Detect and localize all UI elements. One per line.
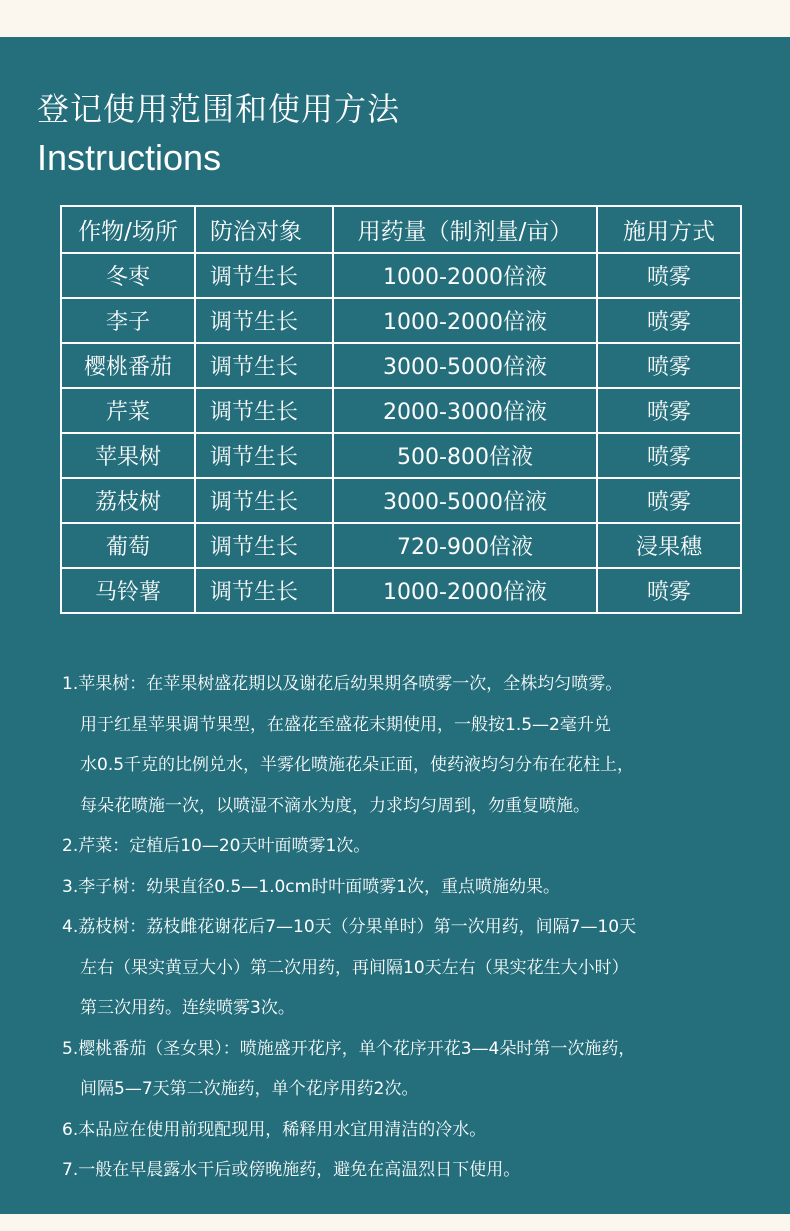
note-line: 1.苹果树：在苹果树盛花期以及谢花后幼果期各喷雾一次，全株均匀喷雾。 — [62, 674, 623, 694]
target-cell: 调节生长 — [195, 523, 333, 568]
target-cell: 调节生长 — [195, 478, 333, 523]
note-line: 6.本品应在使用前现配现用，稀释用水宜用清洁的冷水。 — [62, 1119, 487, 1140]
method-cell: 喷雾 — [597, 343, 741, 388]
note-plum-tree — [62, 867, 752, 908]
header-method: 施用方式 — [597, 206, 741, 253]
method-cell: 喷雾 — [597, 568, 741, 613]
method-cell: 喷雾 — [597, 253, 741, 298]
note-celery — [62, 826, 752, 867]
usage-notes — [62, 664, 752, 1191]
dosage-cell: 2000-3000倍液 — [333, 388, 597, 433]
note-timing — [62, 1150, 752, 1191]
header-crop: 作物/场所 — [61, 206, 195, 253]
dosage-cell: 720-900倍液 — [333, 523, 597, 568]
note-line: 4.荔枝树：荔枝雌花谢花后7—10天（分果单时）第一次用药，间隔7—10天 — [62, 917, 637, 937]
target-cell: 调节生长 — [195, 388, 333, 433]
note-line: 间隔5—7天第二次施药，单个花序用药2次。 — [80, 1079, 419, 1099]
note-cherry-tomato — [62, 1029, 752, 1110]
page-title-english: Instructions — [37, 137, 222, 178]
table-row — [61, 478, 741, 523]
instructions-panel — [0, 37, 790, 1214]
table-row — [61, 388, 741, 433]
target-cell: 调节生长 — [195, 253, 333, 298]
note-apple-tree — [62, 664, 752, 826]
target-cell: 调节生长 — [195, 298, 333, 343]
method-cell: 喷雾 — [597, 478, 741, 523]
dosage-cell: 3000-5000倍液 — [333, 343, 597, 388]
page-title-chinese: 登记使用范围和使用方法 — [37, 90, 401, 128]
note-line: 7.一般在早晨露水干后或傍晚施药，避免在高温烈日下使用。 — [62, 1160, 521, 1180]
table-row — [61, 523, 741, 568]
note-line: 2.芹菜：定植后10—20天叶面喷雾1次。 — [62, 836, 371, 856]
table-row — [61, 253, 741, 298]
header-target: 防治对象 — [195, 206, 333, 253]
note-line: 水0.5千克的比例兑水，半雾化喷施花朵正面，使药液均匀分布在花柱上， — [80, 755, 635, 775]
method-cell: 喷雾 — [597, 433, 741, 478]
note-line: 3.李子树：幼果直径0.5—1.0cm时叶面喷雾1次，重点喷施幼果。 — [62, 876, 561, 897]
crop-cell: 芹菜 — [61, 388, 195, 433]
method-cell: 浸果穗 — [597, 523, 741, 568]
crop-cell: 荔枝树 — [61, 478, 195, 523]
crop-cell: 苹果树 — [61, 433, 195, 478]
table-row — [61, 568, 741, 613]
usage-table — [60, 205, 742, 614]
note-line: 第三次用药。连续喷雾3次。 — [80, 998, 295, 1018]
note-preparation — [62, 1110, 752, 1151]
table-row — [61, 298, 741, 343]
crop-cell: 马铃薯 — [61, 568, 195, 613]
note-line: 5.樱桃番茄（圣女果）：喷施盛开花序，单个花序开花3—4朵时第一次施药， — [62, 1038, 636, 1059]
note-line: 左右（果实黄豆大小）第二次用药，再间隔10天左右（果实花生大小时） — [80, 957, 629, 978]
method-cell: 喷雾 — [597, 388, 741, 433]
crop-cell: 李子 — [61, 298, 195, 343]
note-line: 每朵花喷施一次，以喷湿不滴水为度，力求均匀周到，勿重复喷施。 — [80, 795, 590, 816]
dosage-cell: 1000-2000倍液 — [333, 253, 597, 298]
crop-cell: 冬枣 — [61, 253, 195, 298]
dosage-cell: 1000-2000倍液 — [333, 568, 597, 613]
dosage-cell: 500-800倍液 — [333, 433, 597, 478]
method-cell: 喷雾 — [597, 298, 741, 343]
dosage-cell: 1000-2000倍液 — [333, 298, 597, 343]
note-line: 用于红星苹果调节果型，在盛花至盛花末期使用，一般按1.5—2毫升兑 — [80, 714, 611, 735]
dosage-cell: 3000-5000倍液 — [333, 478, 597, 523]
target-cell: 调节生长 — [195, 343, 333, 388]
table-row — [61, 343, 741, 388]
table-row — [61, 433, 741, 478]
target-cell: 调节生长 — [195, 433, 333, 478]
header-dosage: 用药量（制剂量/亩） — [333, 206, 597, 253]
target-cell: 调节生长 — [195, 568, 333, 613]
crop-cell: 樱桃番茄 — [61, 343, 195, 388]
crop-cell: 葡萄 — [61, 523, 195, 568]
note-lychee-tree — [62, 907, 752, 1029]
table-header-row — [61, 206, 741, 253]
